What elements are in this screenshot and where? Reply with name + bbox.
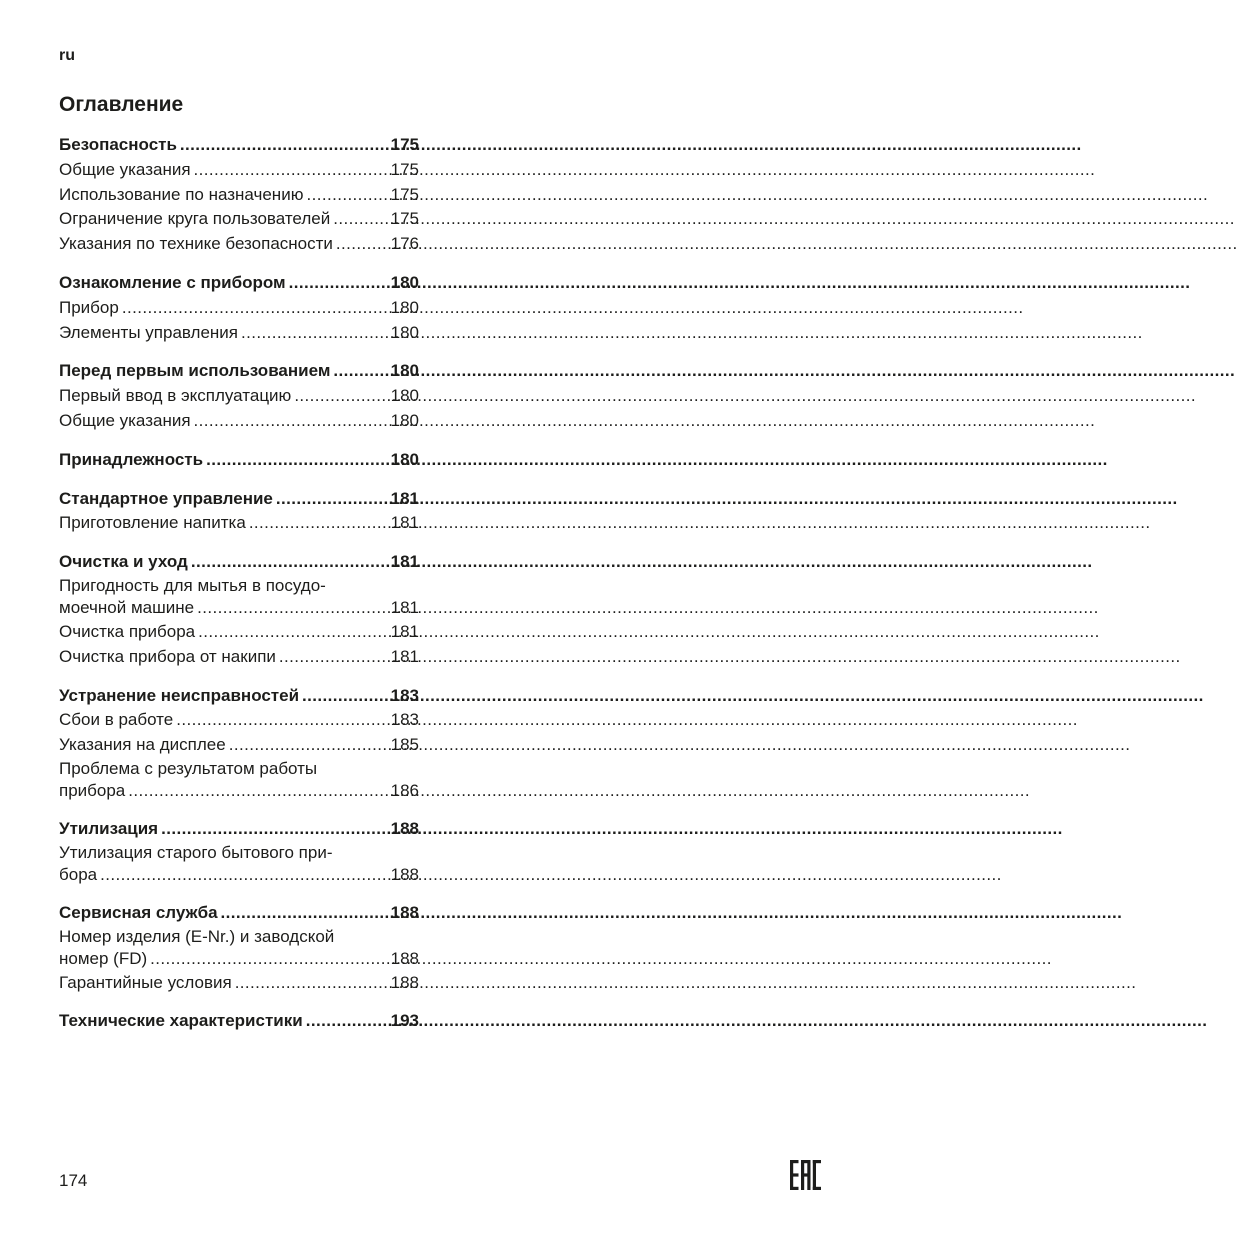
entry-label: Сбои в работе	[59, 710, 174, 730]
toc-section-heading[interactable]	[59, 550, 419, 575]
dot-leader	[150, 948, 387, 971]
section-title: Устранение неисправностей	[59, 685, 300, 705]
toc-section	[59, 133, 419, 257]
dot-leader	[279, 645, 388, 670]
dot-leader	[289, 271, 381, 296]
entry-page-number: 186	[390, 781, 419, 801]
dot-leader	[180, 133, 381, 158]
toc-section-heading[interactable]	[59, 448, 419, 473]
dot-leader	[336, 232, 388, 257]
dot-leader	[191, 550, 381, 575]
toc-section-heading[interactable]	[59, 487, 419, 512]
dot-leader	[306, 1009, 381, 1034]
entry-label: Очистка прибора	[59, 621, 196, 641]
entry-label: Указания по технике безопасности	[59, 234, 333, 254]
toc-section	[59, 901, 419, 996]
toc-entry[interactable]	[59, 296, 419, 321]
toc-section-heading[interactable]	[59, 359, 419, 384]
dot-leader	[249, 511, 388, 536]
dot-leader	[235, 971, 388, 996]
toc-entry-multiline[interactable]	[59, 926, 419, 971]
toc-entry-multiline[interactable]	[59, 758, 419, 803]
section-page-number: 180	[390, 272, 419, 292]
section-page-number: 188	[390, 902, 419, 922]
entry-label: моечной машине	[59, 598, 195, 618]
toc-entry[interactable]	[59, 864, 419, 887]
section-page-number: 181	[390, 552, 419, 572]
entry-label: Гарантийные условия	[59, 972, 232, 992]
section-title: Перед первым использованием	[59, 361, 331, 381]
toc-section	[59, 1009, 419, 1034]
dot-leader	[333, 207, 387, 232]
toc-entry-multiline[interactable]	[59, 575, 419, 620]
section-page-number: 181	[390, 488, 419, 508]
toc-section-heading[interactable]	[59, 817, 419, 842]
dot-leader	[276, 487, 381, 512]
toc-entry[interactable]	[59, 232, 419, 257]
toc-entry[interactable]	[59, 733, 419, 758]
section-page-number: 183	[390, 685, 419, 705]
toc-section-heading[interactable]	[59, 901, 419, 926]
dot-leader	[194, 158, 388, 183]
entry-page-number: 180	[390, 297, 419, 317]
section-page-number: 188	[390, 818, 419, 838]
entry-page-number: 181	[390, 621, 419, 641]
toc-entry[interactable]	[59, 948, 419, 971]
toc-entry[interactable]	[59, 597, 419, 620]
toc-entry[interactable]	[59, 708, 419, 733]
toc-section-heading[interactable]	[59, 133, 419, 158]
dot-leader	[197, 597, 388, 620]
entry-label: Общие указания	[59, 410, 191, 430]
entry-label-line1: Утилизация старого бытового при-	[59, 842, 333, 862]
entry-page-number: 181	[390, 646, 419, 666]
dot-leader	[333, 359, 380, 384]
entry-label-line1: Пригодность для мытья в посудо-	[59, 575, 326, 595]
toc-section	[59, 817, 419, 887]
toc-section	[59, 550, 419, 669]
dot-leader	[128, 780, 387, 803]
entry-page-number: 180	[390, 410, 419, 430]
entry-label-line1: Проблема с результатом работы	[59, 758, 318, 778]
toc-entry[interactable]	[59, 780, 419, 803]
entry-label: бора	[59, 865, 98, 885]
section-page-number: 180	[390, 449, 419, 469]
entry-label: Приготовление напитка	[59, 513, 246, 533]
entry-page-number: 180	[390, 386, 419, 406]
toc-section	[59, 448, 419, 473]
section-title: Сервисная служба	[59, 902, 218, 922]
page-title: Оглавление	[59, 93, 184, 116]
dot-leader	[161, 817, 381, 842]
dot-leader	[122, 296, 388, 321]
section-page-number: 175	[390, 135, 419, 154]
toc-entry[interactable]	[59, 321, 419, 346]
dot-leader	[194, 409, 388, 434]
toc-entry[interactable]	[59, 645, 419, 670]
section-title: Принадлежность	[59, 449, 204, 469]
entry-label: Прибор	[59, 297, 119, 317]
section-title: Ознакомление с прибором	[59, 272, 286, 292]
dot-leader	[100, 864, 388, 887]
toc-section	[59, 271, 419, 345]
entry-page-number: 175	[390, 184, 419, 204]
toc-entry[interactable]	[59, 511, 419, 536]
section-title: Очистка и уход	[59, 552, 188, 572]
dot-leader	[229, 733, 388, 758]
toc-entry[interactable]	[59, 409, 419, 434]
entry-label: Общие указания	[59, 159, 191, 179]
dot-leader	[241, 321, 388, 346]
entry-page-number: 175	[390, 209, 419, 229]
toc-entry[interactable]	[59, 158, 419, 183]
entry-page-number: 175	[390, 159, 419, 179]
dot-leader	[302, 684, 381, 709]
toc-section	[59, 359, 419, 433]
entry-label: Очистка прибора от накипи	[59, 646, 276, 666]
toc-entry[interactable]	[59, 620, 419, 645]
entry-label: Ограничение круга пользователей	[59, 209, 331, 229]
entry-label: номер (FD)	[59, 949, 148, 969]
section-page-number: 180	[390, 361, 419, 381]
toc-entry[interactable]	[59, 384, 419, 409]
toc-entry[interactable]	[59, 971, 419, 996]
page-number: 174	[59, 1171, 88, 1190]
entry-label: прибора	[59, 781, 126, 801]
section-title: Утилизация	[59, 818, 159, 838]
dot-leader	[206, 448, 381, 473]
entry-label: Указания на дисплее	[59, 735, 226, 755]
eac-mark-icon	[790, 1160, 821, 1190]
entry-page-number: 188	[390, 949, 419, 969]
section-page-number: 193	[390, 1011, 419, 1031]
toc-section-heading[interactable]	[59, 1009, 419, 1034]
dot-leader	[221, 901, 381, 926]
entry-page-number: 181	[390, 598, 419, 618]
toc-entry-multiline[interactable]	[59, 842, 419, 887]
entry-page-number: 188	[390, 972, 419, 992]
entry-page-number: 181	[390, 513, 419, 533]
entry-page-number: 185	[390, 735, 419, 755]
toc-entry[interactable]	[59, 183, 419, 208]
section-title: Безопасность	[59, 135, 177, 154]
dot-leader	[176, 708, 387, 733]
section-title: Технические характеристики	[59, 1011, 303, 1031]
dot-leader	[294, 384, 387, 409]
dot-leader	[306, 183, 387, 208]
toc-section	[59, 487, 419, 537]
entry-page-number: 176	[390, 234, 419, 254]
section-title: Стандартное управление	[59, 488, 273, 508]
entry-label: Первый ввод в эксплуатацию	[59, 386, 292, 406]
entry-page-number: 183	[390, 710, 419, 730]
toc-section	[59, 684, 419, 803]
entry-page-number: 188	[390, 865, 419, 885]
toc-section-heading[interactable]	[59, 271, 419, 296]
table-of-contents	[59, 133, 419, 1048]
toc-section-heading[interactable]	[59, 684, 419, 709]
language-code: ru	[59, 47, 75, 64]
entry-label-line1: Номер изделия (E-Nr.) и заводской	[59, 926, 335, 946]
entry-label: Использование по назначению	[59, 184, 304, 204]
toc-entry[interactable]	[59, 207, 419, 232]
dot-leader	[198, 620, 388, 645]
entry-label: Элементы управления	[59, 322, 239, 342]
entry-page-number: 180	[390, 322, 419, 342]
